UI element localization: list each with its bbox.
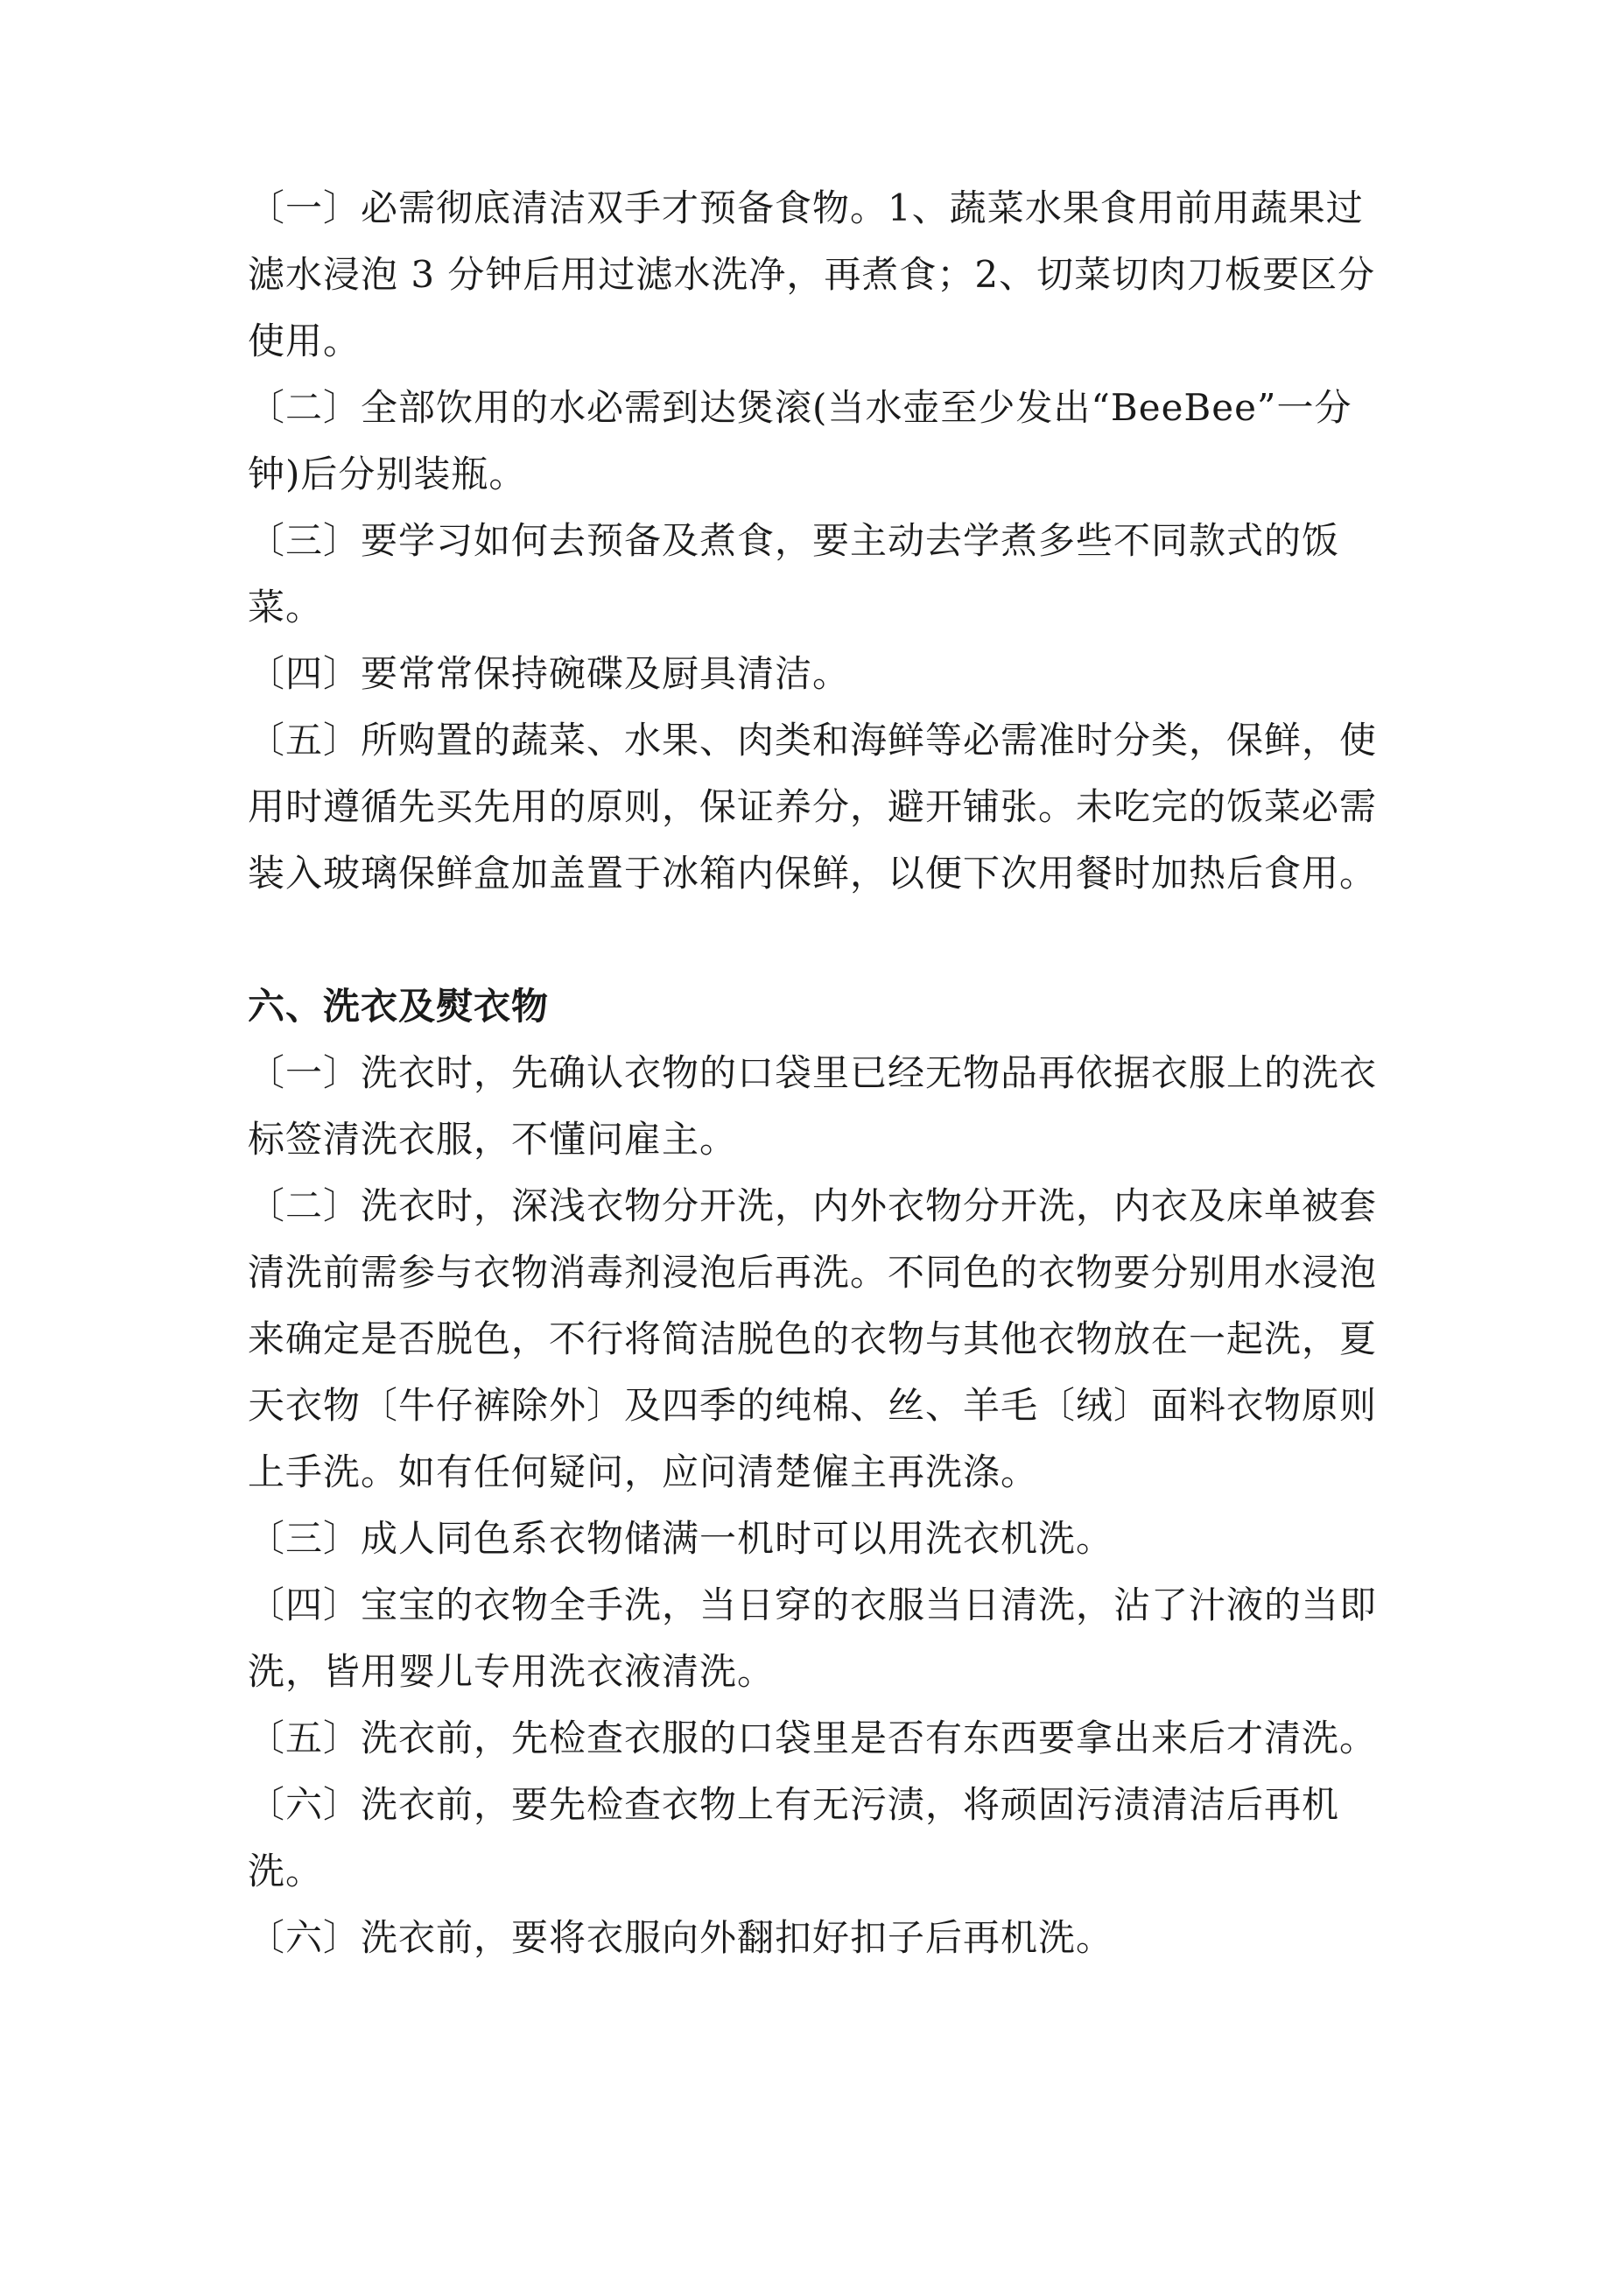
section-heading-laundry: 六、洗衣及熨衣物 <box>248 985 550 1028</box>
paragraph-6-7: 〔六〕洗衣前，要将衣服向外翻扣好扣子后再机洗。 <box>248 1916 1114 1959</box>
paragraph-6-3: 〔三〕成人同色系衣物储满一机时可以用洗衣机洗。 <box>248 1517 1114 1560</box>
paragraph-6-4: 〔四〕宝宝的衣物全手洗，当日穿的衣服当日清洗，沾了汁液的当即洗，皆用婴儿专用洗衣液清洗。 <box>248 1583 1378 1693</box>
paragraph-5-2: 〔二〕全部饮用的水必需到达煲滚(当水壶至少发出“BeeBee”一分钟)后分别装瓶。 <box>248 386 1352 495</box>
paragraph-5-4: 〔四〕要常常保持碗碟及厨具清洁。 <box>248 652 851 695</box>
paragraph-6-5: 〔五〕洗衣前，先检查衣服的口袋里是否有东西要拿出来后才清洗。 <box>248 1717 1378 1759</box>
paragraph-6-2: 〔二〕洗衣时，深浅衣物分开洗，内外衣物分开洗，内衣及床单被套清洗前需参与衣物消毒剂浸泡后再洗。不同色的衣物要分别用水浸泡来确定是否脱色，不行将简洁脱色的衣物与其他衣物放在一起洗，夏天衣物〔牛仔裤除外〕及四季的纯棉、丝、羊毛〔绒〕面料衣物原则上手洗。如有任何疑问，应问清楚僱主再洗涤。 <box>248 1184 1378 1493</box>
paragraph-5-1: 〔一〕必需彻底清洁双手才预备食物。1、蔬菜水果食用前用蔬果过滤水浸泡 3 分钟后用过滤水洗净，再煮食；2、切菜切肉刀板要区分使用。 <box>248 186 1376 362</box>
paragraph-5-5: 〔五〕所购置的蔬菜、水果、肉类和海鲜等必需准时分类，保鲜，使用时遵循先买先用的原则，保证养分，避开铺张。未吃完的饭菜必需装入玻璃保鲜盒加盖置于冰箱内保鲜，以便下次用餐时加热后食用。 <box>248 719 1378 895</box>
section-spacer <box>248 907 1386 973</box>
paragraph-6-6: 〔六〕洗衣前，要先检查衣物上有无污渍，将顽固污渍清洁后再机洗。 <box>248 1783 1340 1892</box>
document-page <box>248 175 1386 1971</box>
paragraph-6-1: 〔一〕洗衣时，先确认衣物的口袋里已经无物品再依据衣服上的洗衣标签清洗衣服，不懂问雇主。 <box>248 1051 1378 1161</box>
paragraph-5-3: 〔三〕要学习如何去预备及煮食，要主动去学煮多些不同款式的饭菜。 <box>248 519 1340 628</box>
